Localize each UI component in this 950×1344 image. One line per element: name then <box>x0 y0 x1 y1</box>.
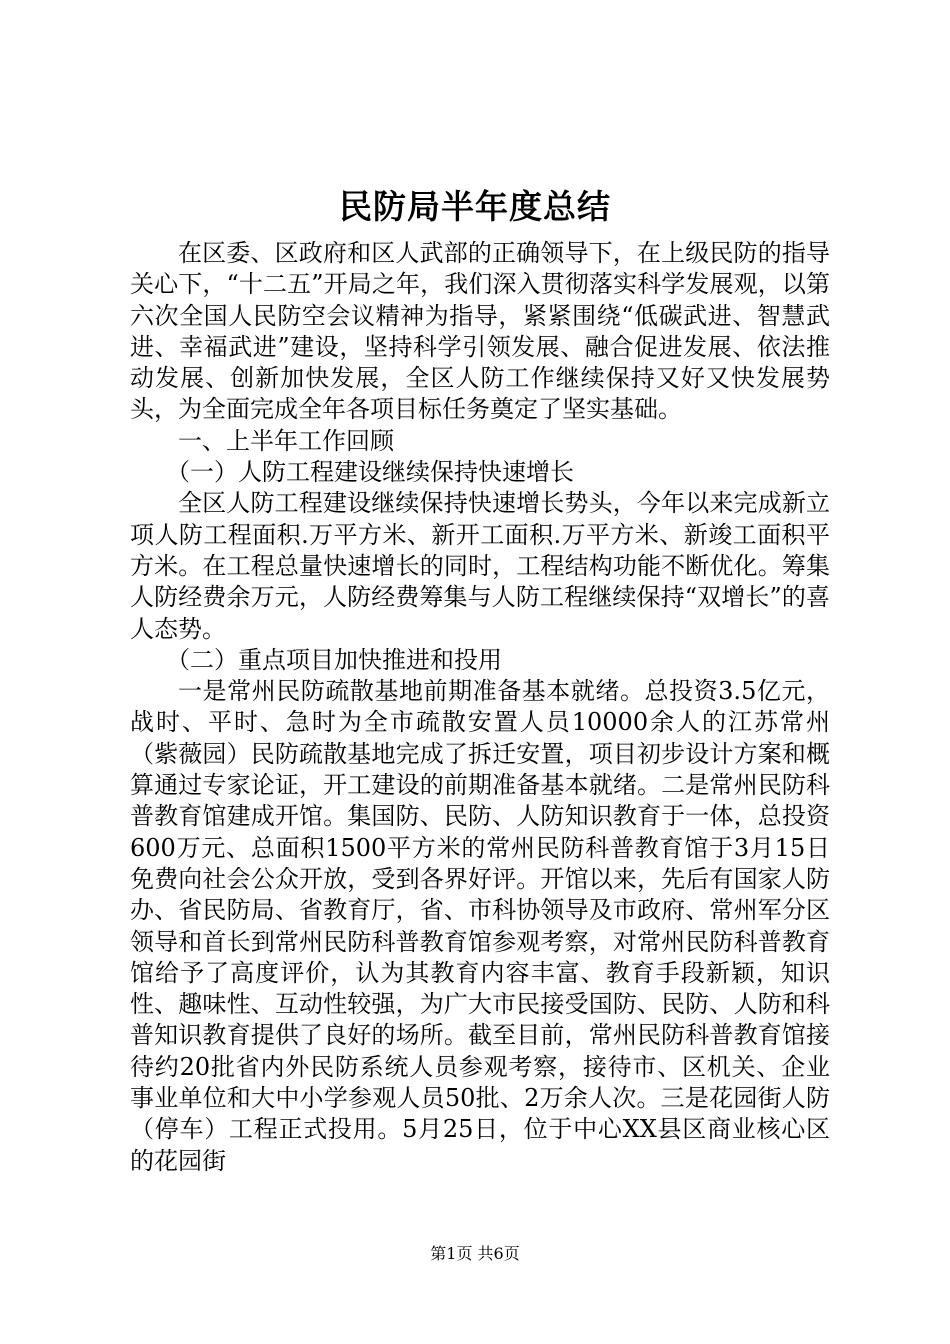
page-number: 第1页 共6页 <box>430 1244 520 1263</box>
paragraph-key-projects: 一是常州民防疏散基地前期准备基本就绪。总投资3.5亿元，战时、平时、急时为全市疏散安置人员10000余人的江苏常州（紫薇园）民防疏散基地完成了拆迁安置，项目初步设计方案和概算通过专家论证，开工建设的前期准备基本就绪。二是常州民防科普教育馆建成开馆。集国防、民防、人防知识教育于一体，总投资600万元、总面积1500平方米的常州民防科普教育馆于3月15日免费向社会公众开放，受到各界好评。开馆以来，先后有国家人防办、省民防局、省教育厅，省、市科协领导及市政府、常州军分区领导和首长到常州民防科普教育馆参观考察，对常州民防科普教育馆给予了高度评价，认为其教育内容丰富、教育手段新颖，知识性、趣味性、互动性较强，为广大市民接受国防、民防、人防和科普知识教育提供了良好的场所。截至目前，常州民防科普教育馆接待约20批省内外民防系统人员参观考察，接待市、区机关、企业事业单位和大中小学参观人员50批、2万余人次。三是花园街人防（停车）工程正式投用。5月25日，位于中心XX县区商业核心区的花园街 <box>130 677 830 1175</box>
document-body <box>130 238 830 1177</box>
paragraph-intro: 在区委、区政府和区人武部的正确领导下，在上级民防的指导关心下，“十二五”开局之年，我们深入贯彻落实科学发展观，以第六次全国人民防空会议精神为指导，紧紧围绕“低碳武进、智慧武进、幸福武进”建设，坚持科学引领发展、融合促进发展、依法推动发展、创新加快发展，全区人防工作继续保持又好又快发展势头，为全面完成全年各项目标任务奠定了坚实基础。 <box>130 239 830 424</box>
section-heading: 一、上半年工作回顾 <box>178 426 394 455</box>
subsection-heading: （一）人防工程建设继续保持快速增长 <box>166 458 574 487</box>
document-title: 民防局半年度总结 <box>339 187 611 226</box>
subsection-heading: （二）重点项目加快推进和投用 <box>166 645 502 674</box>
paragraph-engineering: 全区人防工程建设继续保持快速增长势头，今年以来完成新立项人防工程面积.万平方米、新开工面积.万平方米、新竣工面积平方米。在工程总量快速增长的同时，工程结构功能不断优化。筹集人防经费余万元，人防经费筹集与人防工程继续保持“双增长”的喜人态势。 <box>130 489 830 643</box>
